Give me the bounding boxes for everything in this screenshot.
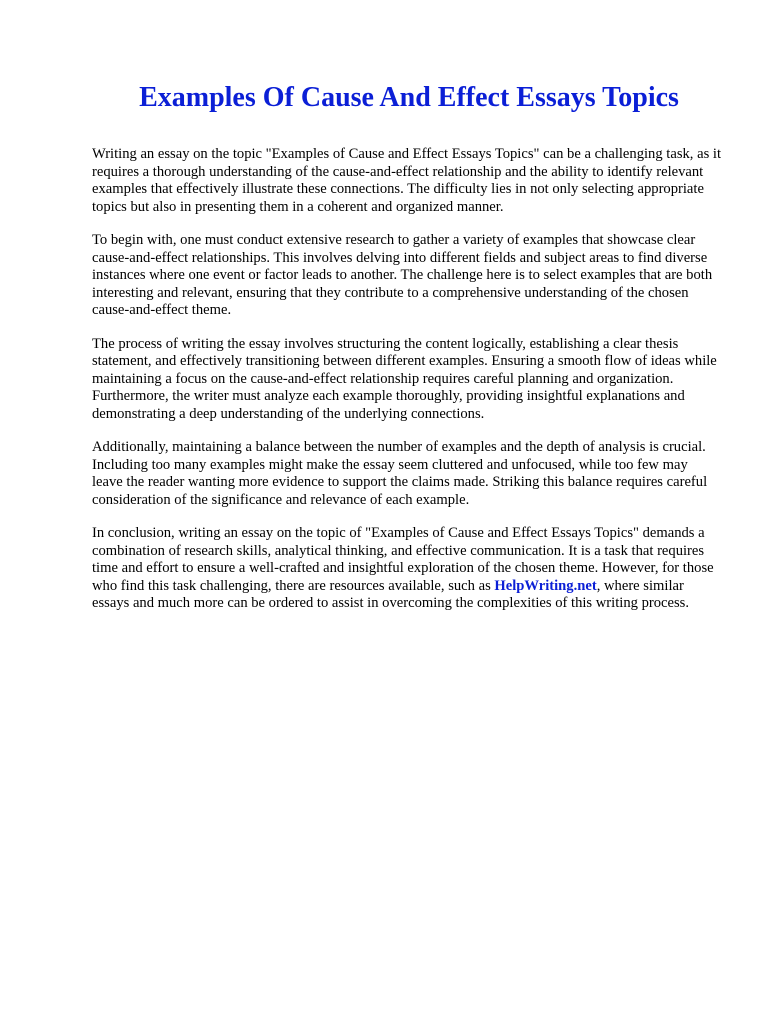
conclusion-text-after-link: , where similar essays and much more can be ordered to assist in overcoming the complexities of this writing process.: [92, 577, 689, 611]
paragraph-balance: Additionally, maintaining a balance between the number of examples and the depth of analysis is crucial. Including too many examples might make the essay seem cluttered and unfocused, while too few may leave the reader wanting more evidence to support the claims made. Striking this balance requires careful consideration of the significance and relevance of each example.: [92, 439, 708, 508]
paragraph-intro: Writing an essay on the topic "Examples of Cause and Effect Essays Topics" can be a challenging task, as it requires a thorough understanding of the cause-and-effect relationship and the ability to identify relevant examples that effectively illustrate these connections. The difficulty lies in not only selecting appropriate topics but also in presenting them in a coherent and organized manner.: [92, 146, 722, 215]
essay-body: [92, 146, 722, 629]
paragraph-process: The process of writing the essay involves structuring the content logically, establishing a clear thesis statement, and effectively transitioning between different examples. Ensuring a smooth flow of ideas while maintaining a focus on the cause-and-effect relationship requires careful planning and organization. Furthermore, the writer must analyze each example thoroughly, providing insightful explanations and demonstrating a deep understanding of the underlying connections.: [92, 335, 717, 422]
conclusion-text-before-link: In conclusion, writing an essay on the topic of "Examples of Cause and Effect Essays Topics" demands a combination of research skills, analytical thinking, and effective communication. It is a task that requires time and effort to ensure a well-crafted and insightful exploration of the chosen theme. However, for those who find this task challenging, there are resources available, such as: [92, 525, 714, 594]
page-title: Examples Of Cause And Effect Essays Topics: [139, 82, 679, 113]
paragraph-conclusion: [92, 525, 722, 613]
helpwriting-link[interactable]: HelpWriting.net: [494, 577, 597, 594]
paragraph-research: To begin with, one must conduct extensive research to gather a variety of examples that showcase clear cause-and-effect relationships. This involves delving into different fields and subject areas to find diverse instances where one event or factor leads to another. The challenge here is to select examples that are both interesting and relevant, ensuring that they contribute to a comprehensive understanding of the chosen cause-and-effect theme.: [92, 232, 713, 318]
